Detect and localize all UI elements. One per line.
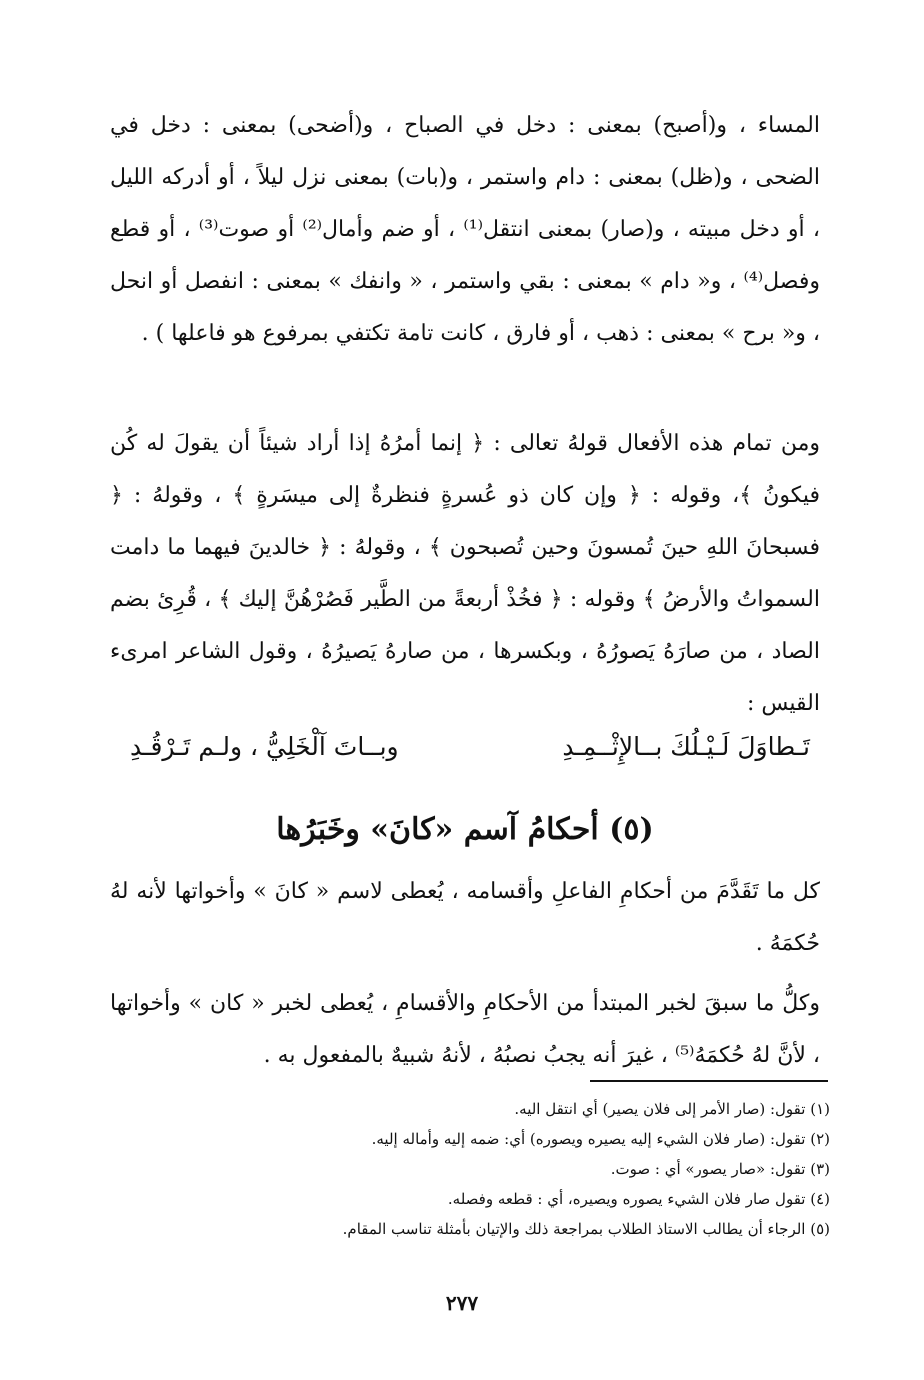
footnote-divider (590, 1080, 828, 1082)
footnotes-list (110, 1094, 830, 1244)
paragraph-kana-subject-rules: كل ما تَقَدَّمَ من أحكامِ الفاعلِ وأقسامه ، يُعطى لاسم « كانَ » وأخواتها لأنه لهُ حُكمَهُ . (110, 879, 820, 956)
paragraph-kana-sisters-meanings: المساء ، و(أصبح) بمعنى : دخل في الصباح ، و(أضحى) بمعنى : دخل في الضحى ، و(ظل) بمعنى : دام واستمر ، و(بات) بمعنى نزل ليلاً ، أو أدركه الليل ، أو دخل مبيته ، و(صار) بمعنى انتقل⁽¹⁾ ، أو ضم وأمال⁽²⁾ أو صوت⁽³⁾ ، أو قطع وفصل⁽⁴⁾ ، و« دام » بمعنى : بقي واستمر ، « وانفك » بمعنى : انفصل أو انحل ، و« برح » بمعنى : ذهب ، أو فارق ، كانت تامة تكتفي بمرفوع هو فاعلها ) . (110, 113, 820, 346)
verse-second-hemistich: وبــاتَ آلْخَلِيُّ ، ولـم تَـرْقُـدِ (130, 732, 399, 761)
page-number: ٢٧٧ (445, 1291, 479, 1315)
footnote-item: (٥) الرجاء أن يطالب الاستاذ الطلاب بمراجعة ذلك والإتيان بأمثلة تناسب المقام. (342, 1220, 830, 1238)
poetry-verse (130, 722, 810, 772)
paragraph-quranic-examples: ومن تمام هذه الأفعال قولهُ تعالى : ﴿ إنما أمرُهُ إذا أراد شيئاً أن يقولَ له كُن فيكونُ ﴾، وقوله : ﴿ وإن كان ذو عُسرةٍ فنظرةٌ إلى ميسَرةٍ ﴾ ، وقولهُ : ﴿ فسبحانَ اللهِ حينَ تُمسونَ وحين تُصبحون ﴾ ، وقولهُ : ﴿ خالدينَ فيهما ما دامت السمواتُ والأرضُ ﴾ وقوله : ﴿ فخُذْ أربعةً من الطَّير فَصُرْهُنَّ إليك ﴾ ، قُرِئ بضم الصاد ، من صارَهُ يَصورُهُ ، وبكسرها ، من صارهُ يَصيرُهُ ، وقول الشاعر امرىء القيس : (110, 431, 820, 716)
footnote-item: (٣) تقول: «صار يصور» أي : صوت. (610, 1160, 830, 1178)
footnote-item: (١) تقول: (صار الأمر إلى فلان يصير) أي انتقل اليه. (514, 1100, 830, 1118)
verse-first-hemistich: تَـطاوَلَ لَـيْـلُكَ بــالإِثْــمِـدِ (562, 732, 810, 761)
paragraph-kana-predicate-rules: وكلُّ ما سبقَ لخبر المبتدأ من الأحكامِ والأقسامِ ، يُعطى لخبر « كان » وأخواتها ، لأنَّ لهُ حُكمَهُ⁽⁵⁾ ، غيرَ أنه يجبُ نصبُهُ ، لأنهُ شبيهٌ بالمفعول به . (110, 991, 820, 1068)
footnote-item: (٢) تقول: (صار فلان الشيء إليه يصيره ويصوره) أي: ضمه إليه وأماله إليه. (371, 1130, 830, 1148)
footnote-item: (٤) تقول صار فلان الشيء يصوره ويصيره، أي : قطعه وفصله. (447, 1190, 830, 1208)
section-heading: (٥) أحكامُ آسم «كانَ» وخَبَرُها (276, 812, 654, 847)
